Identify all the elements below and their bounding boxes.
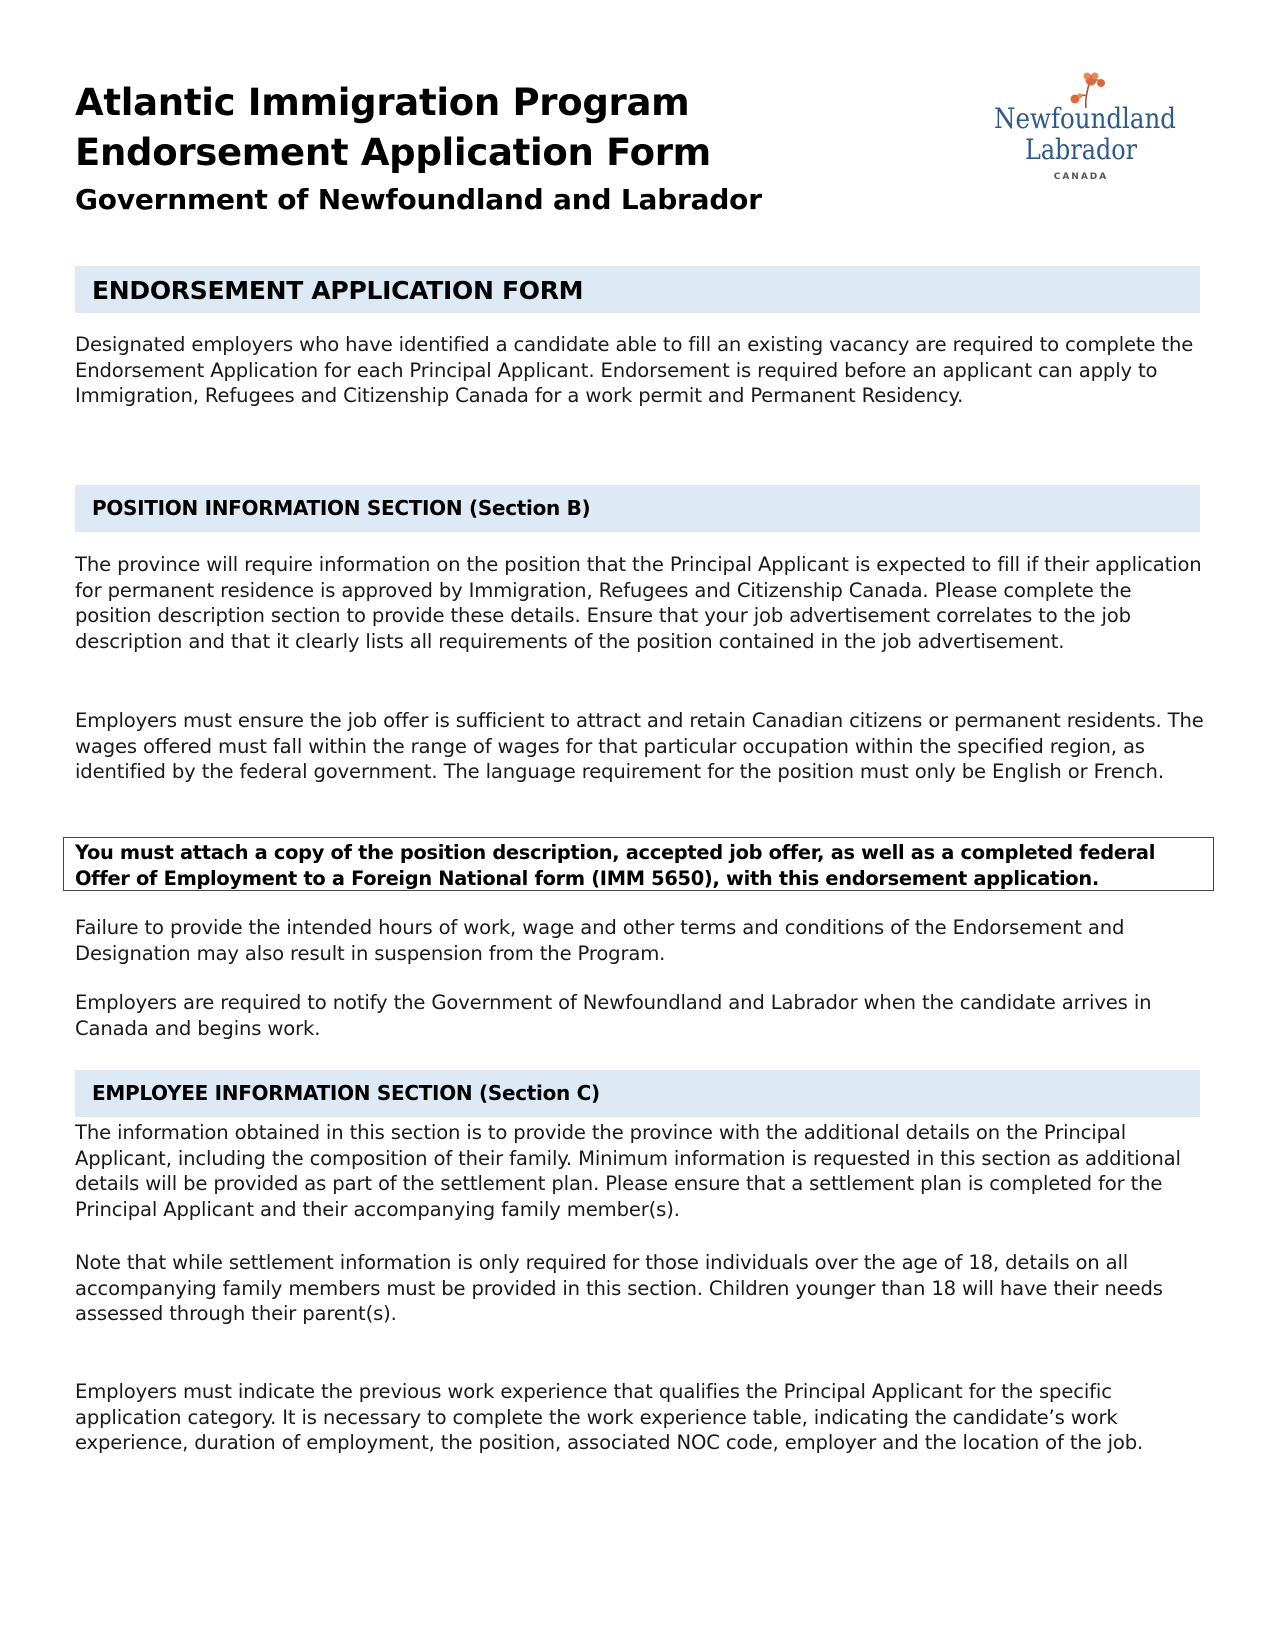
section-b-heading-band bbox=[75, 485, 1200, 532]
logo-line-2: Labrador bbox=[1025, 133, 1138, 166]
document-title-line-1: Atlantic Immigration Program bbox=[75, 81, 690, 124]
section-c-paragraph-1: The information obtained in this section is to provide the province with the additional details on the Principal Applicant, including the composition of their family. Minimum information is requested in this section as additional details will be provided as part of the settlement plan. Please ensure that a settlement plan is completed for the Principal Applicant and their accompanying family member(s). bbox=[75, 1121, 1181, 1221]
document-title-block bbox=[75, 78, 762, 222]
document-subtitle: Government of Newfoundland and Labrador bbox=[75, 183, 762, 216]
attachment-notice-text: You must attach a copy of the position description, accepted job offer, as well as a completed federal Offer of Employment to a Foreign National form (IMM 5650), with this endorsement application. bbox=[75, 841, 1156, 890]
section-b-heading: POSITION INFORMATION SECTION (Section B) bbox=[92, 496, 591, 520]
logo-line-1: Newfoundland bbox=[994, 102, 1177, 135]
section-c-paragraph-2: Note that while settlement information is only required for those individuals over the age of 18, details on all accompanying family members must be provided in this section. Children younger than 18 will have their needs assessed through their parent(s). bbox=[75, 1251, 1163, 1325]
section-c-heading-band bbox=[75, 1070, 1200, 1117]
section-c-paragraph-3: Employers must indicate the previous work experience that qualifies the Principal Applicant for the specific application category. It is necessary to complete the work experience table, indicating the candidate’s work experience, duration of employment, the position, associated NOC code, employer and the location of the job. bbox=[75, 1380, 1144, 1454]
section-b-paragraph-1: The province will require information on the position that the Principal Applicant is expected to fill if their application for permanent residence is approved by Immigration, Refugees and Citizenship Canada. Please complete the position description section to provide these details. Ensure that your job advertisement correlates to the job description and that it clearly lists all requirements of the position contained in the job advertisement. bbox=[75, 553, 1202, 653]
attachment-notice-box bbox=[63, 837, 1214, 891]
newfoundland-labrador-logo bbox=[985, 70, 1185, 195]
section-b-paragraph-3: Failure to provide the intended hours of work, wage and other terms and conditions of the Endorsement and Designation may also result in suspension from the Program. bbox=[75, 916, 1125, 965]
intro-paragraph: Designated employers who have identified a candidate able to fill an existing vacancy are required to complete the Endorsement Application for each Principal Applicant. Endorsement is required before an applicant can apply to Immigration, Refugees and Citizenship Canada for a work permit and Permanent Residency. bbox=[75, 333, 1194, 407]
section-b-paragraph-2: Employers must ensure the job offer is sufficient to attract and retain Canadian citizens or permanent residents. The wages offered must fall within the range of wages for that particular occupation within the specified region, as identified by the federal government. The language requirement for the position must only be English or French. bbox=[75, 709, 1204, 783]
section-b-paragraph-4: Employers are required to notify the Government of Newfoundland and Labrador when the candidate arrives in Canada and begins work. bbox=[75, 991, 1152, 1040]
logo-line-3: CANADA bbox=[1053, 172, 1109, 182]
section-c-heading: EMPLOYEE INFORMATION SECTION (Section C) bbox=[92, 1081, 600, 1105]
main-heading: ENDORSEMENT APPLICATION FORM bbox=[92, 276, 584, 305]
document-title-line-2: Endorsement Application Form bbox=[75, 131, 711, 174]
main-heading-band bbox=[75, 266, 1200, 313]
